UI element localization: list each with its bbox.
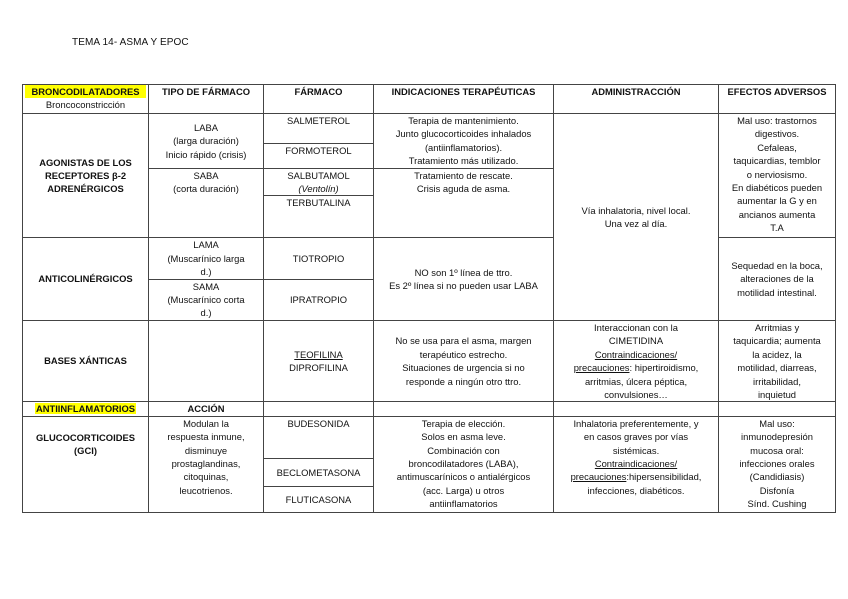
type-saba: SABA (corta duración): [149, 168, 264, 238]
document-title: TEMA 14- ASMA Y EPOC: [72, 37, 189, 48]
administration-xanticas: Interaccionan con la CIMETIDINA Contraindicaciones/ precauciones: hipertiroidismo, arritmias, úlcera péptica, convulsiones…: [554, 320, 719, 401]
action-glucocorticoides: Modulan la respuesta inmune, disminuye prostaglandinas, citoquinas, leucotrienos.: [149, 416, 264, 512]
drug-salbutamol: SALBUTAMOL (Ventolín): [264, 168, 374, 196]
group-anticolinergicos: ANTICOLINÉRGICOS: [23, 238, 149, 320]
indications-saba: Tratamiento de rescate. Crisis aguda de asma.: [374, 168, 554, 238]
col-header-tipo: TIPO DE FÁRMACO: [149, 85, 264, 114]
effects-glucocorticoides: Mal uso: inmunodepresión mucosa oral: infecciones orales (Candidiasis) Disfonía Sínd. Cushing: [719, 416, 836, 512]
col-header-farmaco: FÁRMACO: [264, 85, 374, 114]
drug-salmeterol: SALMETEROL: [264, 114, 374, 144]
type-xanticas-empty: [149, 320, 264, 401]
col-header-administracion: ADMINISTRACCIÓN: [554, 85, 719, 114]
effects-anticolinergicos: Sequedad en la boca, alteraciones de la motilidad intestinal.: [719, 238, 836, 320]
section-header-cell: [23, 85, 149, 114]
drug-table: [22, 84, 836, 513]
section-header-antiinflamatorios: [23, 402, 149, 416]
col-header-efectos: EFECTOS ADVERSOS: [719, 85, 836, 114]
indications-xanticas: No se usa para el asma, margen terapéutico estrecho. Situaciones de urgencia si no responde a ningún otro ttro.: [374, 320, 554, 401]
table-row: [23, 114, 836, 144]
section-label-antiinflamatorios: ANTIINFLAMATORIOS: [35, 403, 136, 415]
header-row: [23, 85, 836, 114]
drug-diprofilina: DIPROFILINA: [289, 362, 348, 374]
table-row: [23, 320, 836, 401]
drug-ipratropio: IPRATROPIO: [264, 279, 374, 320]
drug-formoterol: FORMOTEROL: [264, 143, 374, 168]
table-row: [23, 416, 836, 458]
administration-inhaled: Vía inhalatoria, nivel local. Una vez al día.: [554, 114, 719, 321]
col-header-indicaciones: INDICACIONES TERAPÉUTICAS: [374, 85, 554, 114]
section-row-antiinflamatorios: [23, 402, 836, 416]
effects-xanticas: Arritmias y taquicardia; aumenta la acidez, la motilidad, diarreas, irritabilidad, inquietud: [719, 320, 836, 401]
drug-tiotropio: TIOTROPIO: [264, 238, 374, 279]
indications-laba: Terapia de mantenimiento. Junto glucocorticoides inhalados (antiinflamatorios). Tratamiento más utilizado.: [374, 114, 554, 169]
drug-fluticasona: FLUTICASONA: [264, 486, 374, 512]
type-lama: LAMA (Muscarínico larga d.): [149, 238, 264, 279]
drug-teofilina: TEOFILINA: [294, 348, 343, 360]
type-laba: LABA (larga duración) Inicio rápido (crisis): [149, 114, 264, 169]
effects-agonistas: Mal uso: trastornos digestivos. Cefaleas, taquicardias, temblor o nerviosismo. En diabéticos pueden aumentar la G y en ancianos aumenta T.A: [719, 114, 836, 238]
section-label-broncodilatadores: BRONCODILATADORES: [25, 85, 146, 98]
section-sublabel: Broncoconstricción: [45, 99, 126, 111]
brand-ventolin: (Ventolín): [298, 183, 339, 195]
drug-budesonida: BUDESONIDA: [264, 416, 374, 458]
drug-terbutalina: TERBUTALINA: [264, 196, 374, 238]
indications-glucocorticoides: Terapia de elección. Solos en asma leve. Combinación con broncodilatadores (LABA), antimuscarínicos o antialérgicos (acc. Larga) u otros antiinflamatorios: [374, 416, 554, 512]
indications-anticolinergicos: NO son 1º línea de ttro. Es 2º línea si no pueden usar LABA: [374, 238, 554, 320]
drugs-xanticas: [264, 320, 374, 401]
drug-beclometasona: BECLOMETASONA: [264, 458, 374, 486]
type-sama: SAMA (Muscarínico corta d.): [149, 279, 264, 320]
group-agonistas: AGONISTAS DE LOS RECEPTORES β-2 ADRENÉRGICOS: [23, 114, 149, 238]
col-header-accion: ACCIÓN: [149, 402, 264, 416]
group-bases-xanticas: BASES XÁNTICAS: [23, 320, 149, 401]
administration-glucocorticoides: Inhalatoria preferentemente, y en casos graves por vías sistémicas. Contraindicaciones/ precauciones:hipersensibilidad, infecciones, diabéticos.: [554, 416, 719, 512]
group-glucocorticoides: GLUCOCORTICOIDES (GCI): [23, 416, 149, 512]
